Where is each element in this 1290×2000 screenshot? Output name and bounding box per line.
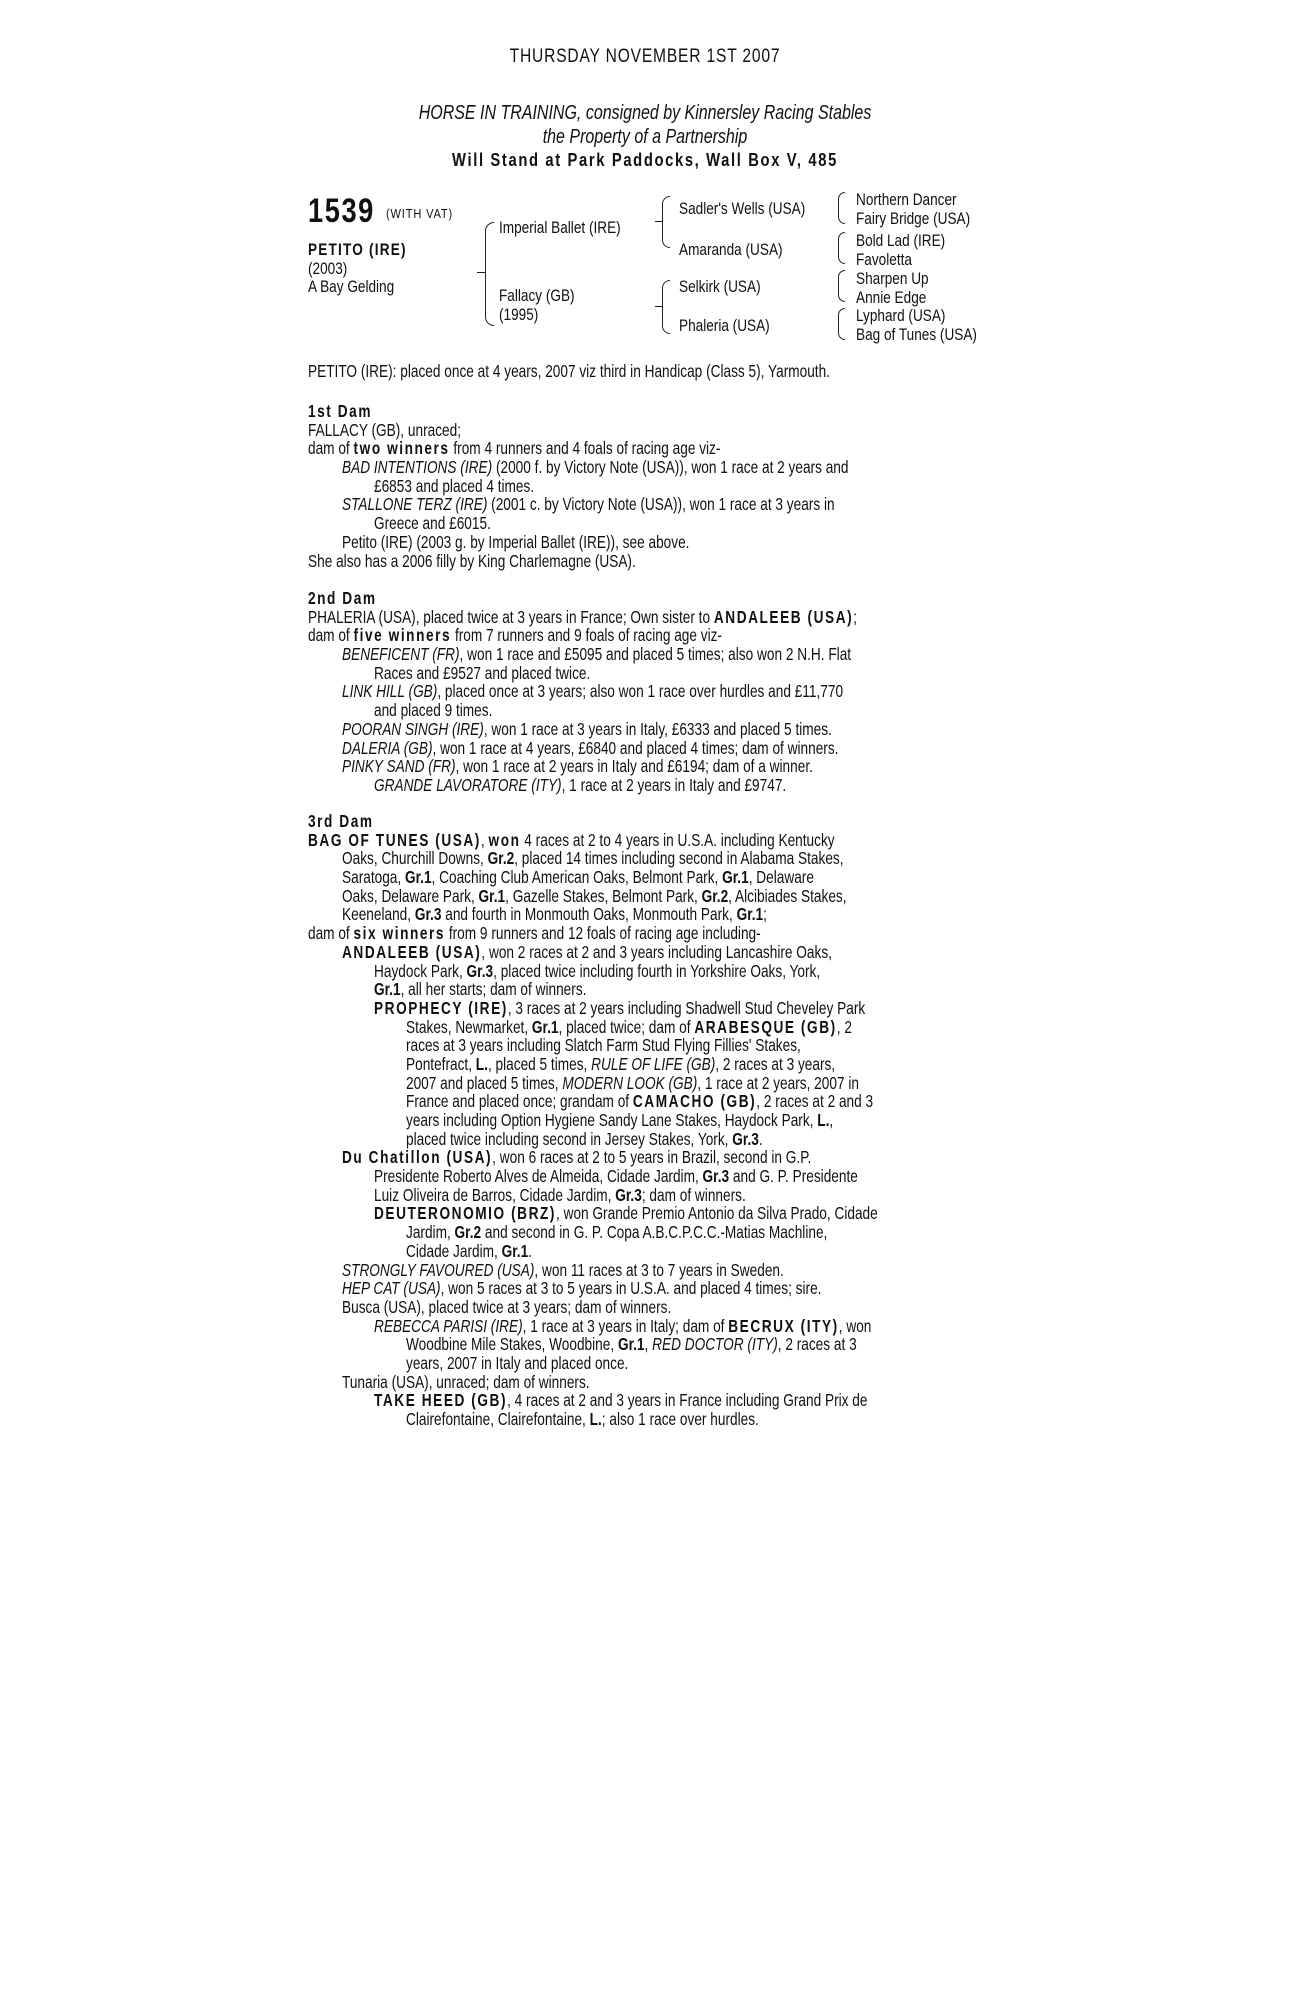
race-summary: PETITO (IRE): placed once at 4 years, 2007 viz third in Handicap (Class 5), Yarmouth.: [308, 361, 830, 381]
second-dam-section: 2nd Dam PHALERIA (USA), placed twice at 3 years in France; Own sister to ANDALEEB (USA); dam of five winners from 7 runners and 9 foals of racing age viz- BENEFICENT (FR), won 1 race and £5095 and placed 5 times; also won 2 N.H. Flat Races and £9527 and placed twice. LINK HILL (GB), placed once at 3 years; also won 1 race over hurdles and £11,770 and placed 9 times. POORAN SINGH (IRE), won 1 race at 3 years in Italy, £6333 and placed 5 times. DALERIA (GB), won 1 race at 4 years, £6840 and placed 4 times; dam of winners. PINKY SAND (FR), won 1 race at 2 years in Italy and £6194; dam of a winner. GRANDE LAVORATORE (ITY), 1 race at 2 years in Italy and £9747.: [308, 589, 1208, 795]
sire-dam: Amaranda (USA): [679, 240, 783, 259]
pedigree-brace-7: [838, 308, 845, 340]
pedigree-brace-2: [662, 196, 670, 248]
pedigree-brace-1-mid: [477, 272, 485, 273]
second-dam-heading: 2nd Dam: [308, 588, 377, 608]
pedigree-brace-3: [662, 280, 670, 334]
horse-description: A Bay Gelding: [308, 277, 395, 296]
sire-sire: Sadler's Wells (USA): [679, 199, 806, 218]
first-dam-heading: 1st Dam: [308, 401, 373, 421]
ggp-5: Sharpen Up: [856, 269, 929, 288]
sire: Imperial Ballet (IRE): [499, 218, 621, 237]
dam: Fallacy (GB): [499, 286, 575, 305]
ggp-8: Bag of Tunes (USA): [856, 325, 977, 344]
vat-note: (WITH VAT): [386, 206, 454, 221]
ggp-1: Northern Dancer: [856, 190, 957, 209]
consignor-line: HORSE IN TRAINING, consigned by Kinnersley Racing Stables: [418, 102, 872, 124]
pedigree-brace-3-mid: [655, 306, 663, 307]
horse-name: PETITO (IRE): [308, 240, 407, 259]
pedigree-brace-5: [838, 232, 845, 264]
ggp-4: Favoletta: [856, 250, 912, 269]
ggp-3: Bold Lad (IRE): [856, 231, 946, 250]
dam-dam: Phaleria (USA): [679, 316, 770, 335]
third-dam-section: 3rd Dam BAG OF TUNES (USA), won 4 races at 2 to 4 years in U.S.A. including Kentucky Oaks, Churchill Downs, Gr.2, placed 14 times including second in Alabama Stakes, Saratoga, Gr.1, Coaching Club American Oaks, Belmont Park, Gr.1, Delaware Oaks, Delaware Park, Gr.1, Gazelle Stakes, Belmont Park, Gr.2, Alcibiades Stakes, Keeneland, Gr.3 and fourth in Monmouth Oaks, Monmouth Park, Gr.1; dam of six winners from 9 runners and 12 foals of racing age including- ANDALEEB (USA), won 2 races at 2 and 3 years including Lancashire Oaks, Haydock Park, Gr.3, placed twice including fourth in Yorkshire Oaks, York, Gr.1, all her starts; dam of winners. PROPHECY (IRE), 3 races at 2 years including Shadwell Stud Cheveley Park Stakes, Newmarket, Gr.1, placed twice; dam of ARABESQUE (GB), 2 races at 3 years including Slatch Farm Stud Flying Fillies' Stakes, Pontefract, L., placed 5 times, RULE OF LIFE (GB), 2 races at 3 years, 2007 and placed 5 times, MODERN LOOK (GB), 1 race at 2 years, 2007 in France and placed once; grandam of CAMACHO (GB), 2 races at 2 and 3 years including Option Hygiene Sandy Lane Stakes, Haydock Park, L., placed twice including second in Jersey Stakes, York, Gr.3. Du Chatillon (USA), won 6 races at 2 to 5 years in Brazil, second in G.P. Presidente Roberto Alves de Almeida, Cidade Jardim, Gr.3 and G. P. Presidente Luiz Oliveira de Barros, Cidade Jardim, Gr.3; dam of winners. DEUTERONOMIO (BRZ), won Grande Premio Antonio da Silva Prado, Cidade Jardim, Gr.2 and second in G. P. Copa A.B.C.P.C.C.-Matias Machline, Cidade Jardim, Gr.1. STRONGLY FAVOURED (USA), won 11 races at 3 to 7 years in Sweden. HEP CAT (USA), won 5 races at 3 to 5 years in U.S.A. and placed 4 times; sire. Busca (USA), placed twice at 3 years; dam of winners. REBECCA PARISI (IRE), 1 race at 3 years in Italy; dam of BECRUX (ITY), won Woodbine Mile Stakes, Woodbine, Gr.1, RED DOCTOR (ITY), 2 races at 3 years, 2007 in Italy and placed once. Tunaria (USA), unraced; dam of winners. TAKE HEED (GB), 4 races at 2 and 3 years in France including Grand Prix de Clairefontaine, Clairefontaine, L.; also 1 race over hurdles.: [308, 812, 1208, 1429]
pedigree-brace-4: [838, 192, 845, 224]
ggp-2: Fairy Bridge (USA): [856, 209, 971, 228]
ggp-7: Lyphard (USA): [856, 306, 946, 325]
dam-year: (1995): [499, 305, 539, 324]
stand-location: Will Stand at Park Paddocks, Wall Box V, 485: [452, 150, 838, 170]
dam-sire: Selkirk (USA): [679, 277, 761, 296]
first-dam-section: 1st Dam FALLACY (GB), unraced; dam of two winners from 4 runners and 4 foals of racing age viz- BAD INTENTIONS (IRE) (2000 f. by Victory Note (USA)), won 1 race at 2 years and £6853 and placed 4 times. STALLONE TERZ (IRE) (2001 c. by Victory Note (USA)), won 1 race at 3 years in Greece and £6015. Petito (IRE) (2003 g. by Imperial Ballet (IRE)), see above. She also has a 2006 filly by King Charlemagne (USA).: [308, 402, 1208, 570]
horse-year: (2003): [308, 259, 348, 278]
property-line: the Property of a Partnership: [542, 126, 748, 148]
pedigree-brace-1: [485, 222, 494, 326]
pedigree-brace-6: [838, 270, 845, 302]
pedigree-brace-2-mid: [655, 221, 663, 222]
ggp-6: Annie Edge: [856, 288, 927, 307]
third-dam-heading: 3rd Dam: [308, 811, 374, 831]
lot-number: 1539: [308, 192, 375, 230]
sale-date: THURSDAY NOVEMBER 1ST 2007: [509, 46, 781, 67]
